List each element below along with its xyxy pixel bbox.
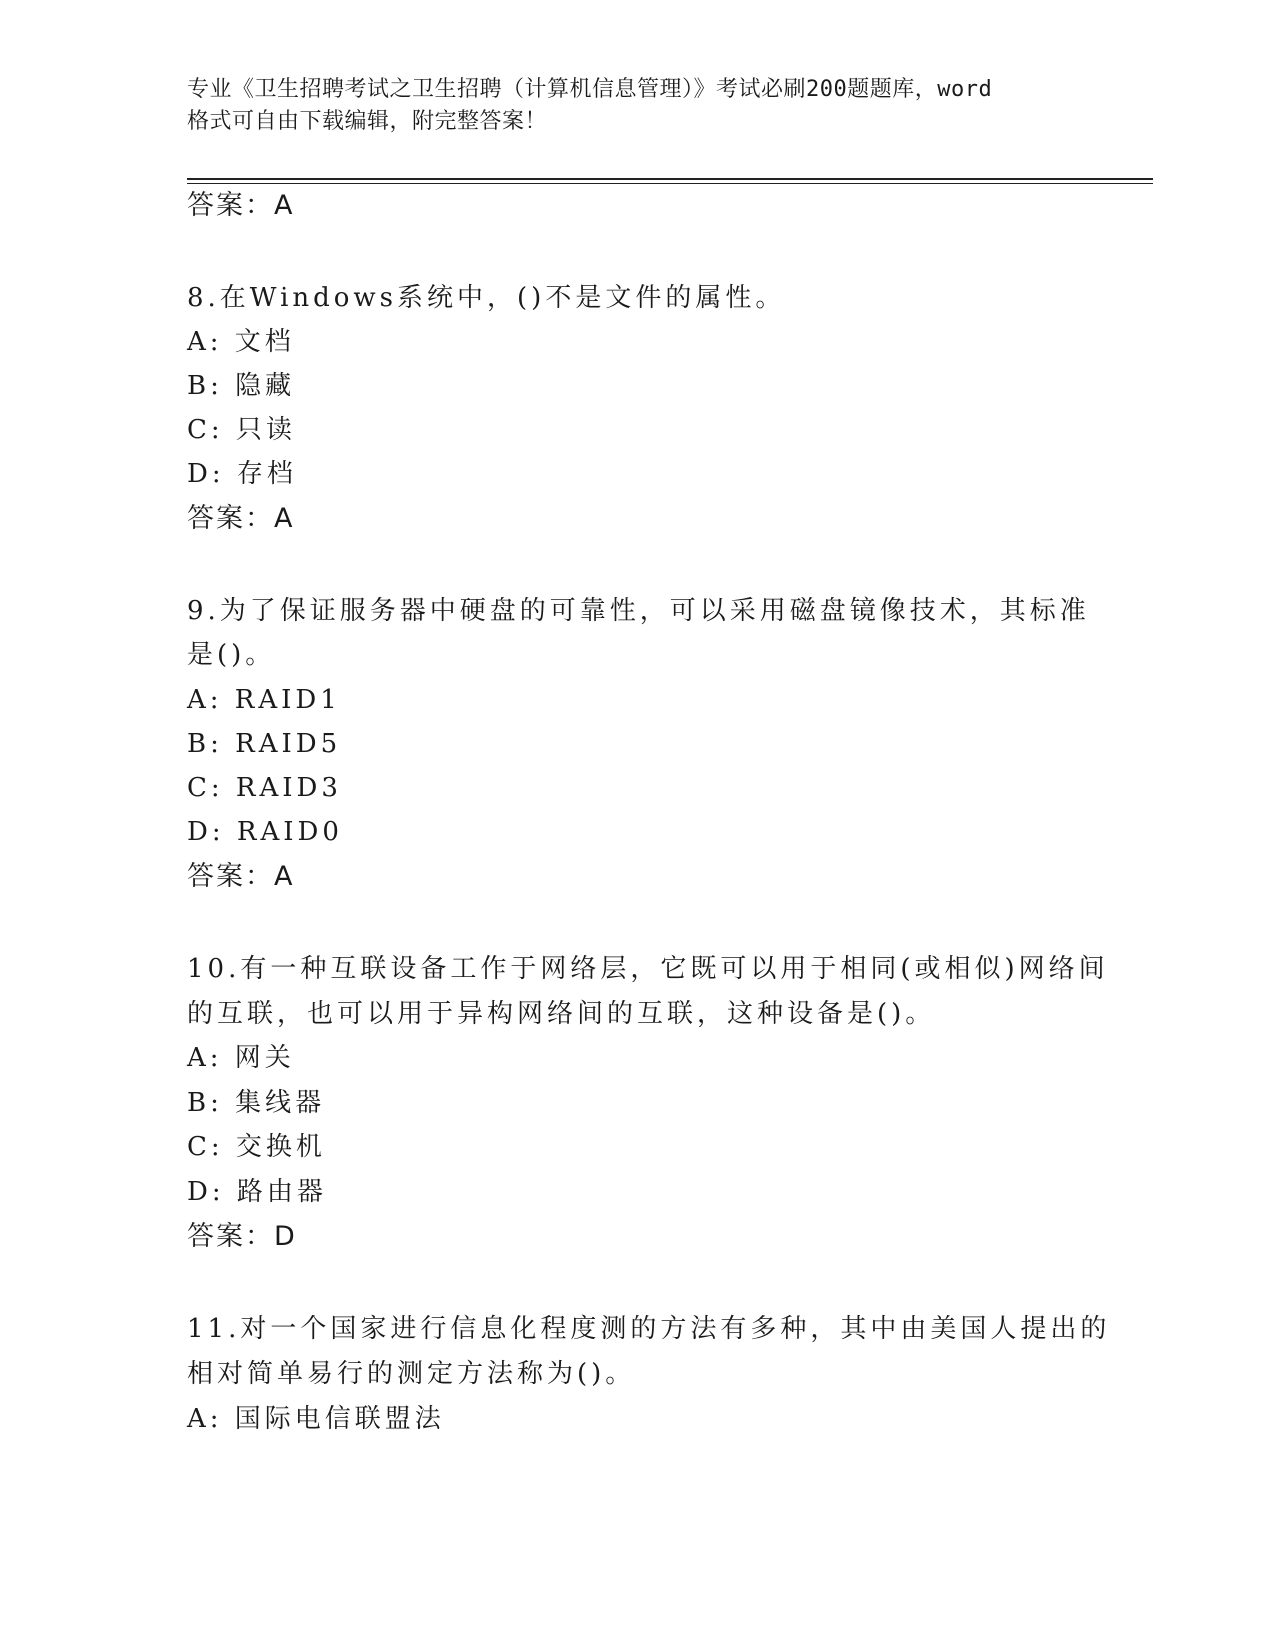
answer-previous: 答案：A: [187, 190, 295, 221]
question-10-option-b: B: 集线器: [187, 1088, 326, 1118]
question-9-option-c: C: RAID3: [187, 773, 342, 803]
question-8-answer: 答案：A: [187, 503, 295, 534]
question-11-stem-line-1: 11.对一个国家进行信息化程度测的方法有多种，其中由美国人提出的: [187, 1314, 1111, 1344]
question-10-answer: 答案：D: [187, 1221, 297, 1252]
question-8-stem: 8.在Windows系统中，()不是文件的属性。: [187, 283, 786, 313]
question-8-option-c: C: 只读: [187, 415, 296, 445]
question-10-stem-line-1: 10.有一种互联设备工作于网络层，它既可以用于相同(或相似)网络间: [187, 954, 1109, 984]
question-9-answer: 答案：A: [187, 861, 295, 892]
question-9-option-b: B: RAID5: [187, 729, 342, 759]
question-10-option-c: C: 交换机: [187, 1132, 326, 1162]
question-9-option-d: D: RAID0: [187, 817, 343, 847]
question-11-stem-line-2: 相对简单易行的测定方法称为()。: [187, 1359, 636, 1389]
question-9-option-a: A: RAID1: [187, 685, 341, 715]
question-9-stem-line-2: 是()。: [187, 640, 276, 670]
question-11-option-a: A: 国际电信联盟法: [187, 1404, 445, 1434]
question-8-option-d: D: 存档: [187, 459, 297, 489]
question-10-stem-line-2: 的互联，也可以用于异构网络间的互联，这种设备是()。: [187, 999, 936, 1029]
question-10-option-d: D: 路由器: [187, 1177, 327, 1207]
question-8-option-a: A: 文档: [187, 327, 295, 357]
question-9-stem-line-1: 9.为了保证服务器中硬盘的可靠性，可以采用磁盘镜像技术，其标准: [187, 596, 1090, 626]
header-divider-thin: [187, 183, 1153, 184]
header-line-1: 专业《卫生招聘考试之卫生招聘（计算机信息管理）》考试必刷200题题库，word: [187, 77, 993, 102]
question-8-option-b: B: 隐藏: [187, 371, 296, 401]
question-10-option-a: A: 网关: [187, 1043, 295, 1073]
header-divider-thick: [187, 178, 1153, 180]
document-header: [187, 74, 1087, 138]
header-line-2: 格式可自由下载编辑，附完整答案！: [187, 109, 548, 134]
